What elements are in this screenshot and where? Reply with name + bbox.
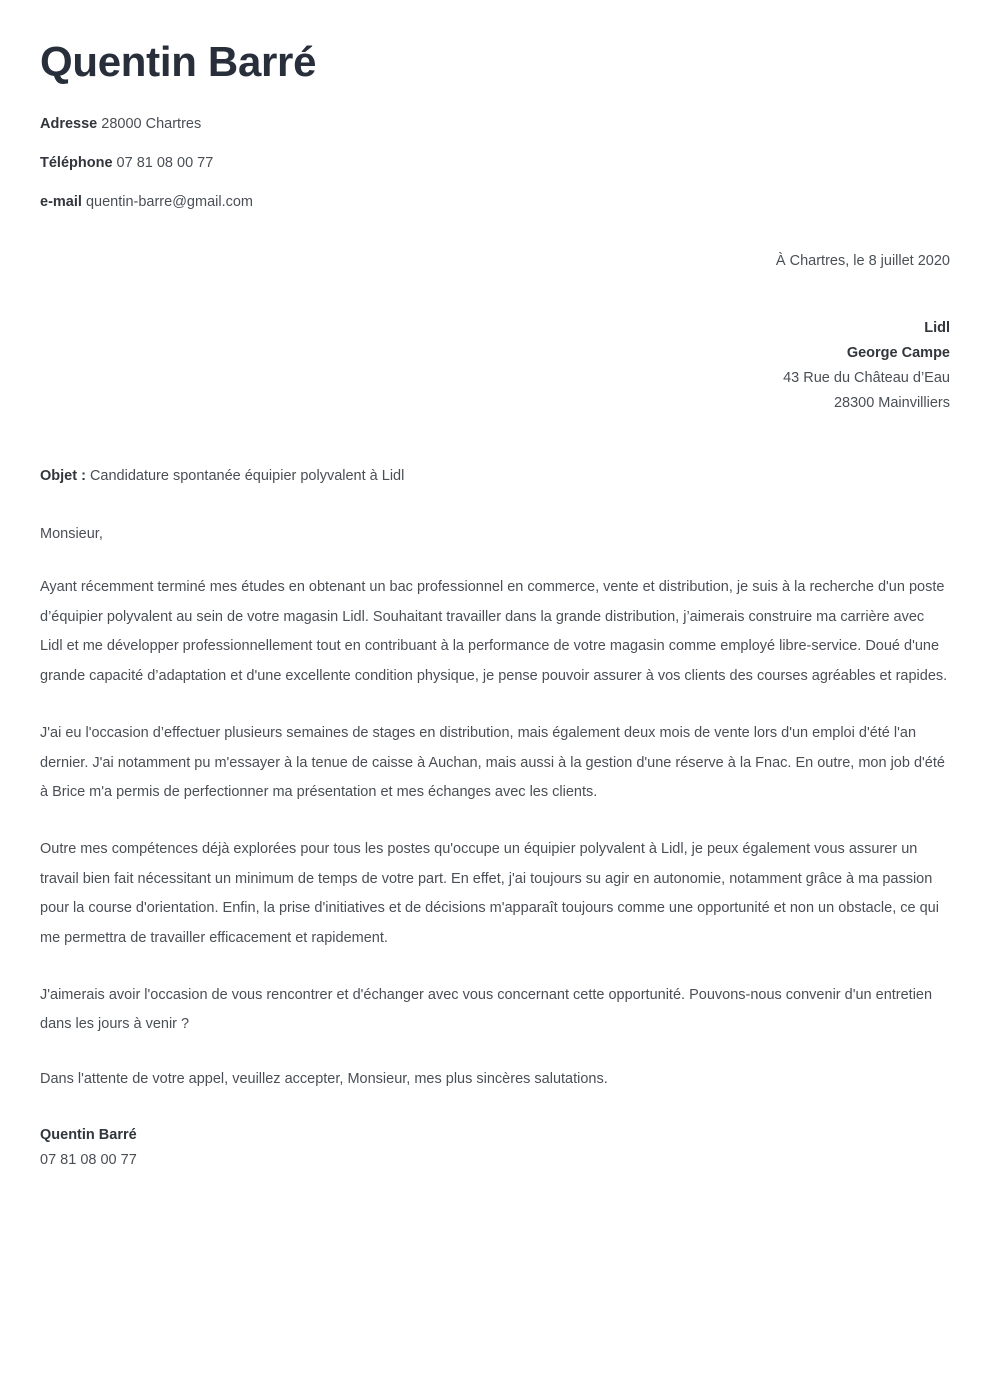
subject-text: Candidature spontanée équipier polyvalent à Lidl xyxy=(89,467,405,484)
contact-label-telephone: Téléphone xyxy=(40,155,113,172)
signature-name: Quentin Barré xyxy=(40,1127,137,1144)
page-title: Quentin Barré xyxy=(40,38,317,85)
recipient-address-block xyxy=(40,316,950,416)
contact-value-adresse: 28000 Chartres xyxy=(101,116,202,133)
body-paragraph: Ayant récemment terminé mes études en obtenant un bac professionnel en commerce, vente et distribution, je suis à la recherche d'un poste d’équipier polyvalent au sein de votre magasin Lidl. Souhaitant travailler dans la grande distribution, j’aimerais construire ma carrière avec Lidl et me développer professionnellement tout en contribuant à la performance de votre magasin comme employé libre-service. Doué d'une grande capacité d’adaptation et d'une excellente condition physique, je pense pouvoir assurer à vos clients des courses agréables et rapides. xyxy=(40,579,948,684)
contact-value-telephone: 07 81 08 00 77 xyxy=(116,155,214,172)
signature-phone: 07 81 08 00 77 xyxy=(40,1152,137,1168)
body-paragraph: Outre mes compétences déjà explorées pour tous les postes qu'occupe un équipier polyvalent à Lidl, je peux également vous assurer un travail bien fait nécessitant un minimum de temps de votre part. En effet, j'ai toujours su agir en autonomie, notamment grâce à ma passion pour la course d'orientation. Enfin, la prise d'initiatives et de décisions m'apparaît toujours comme une opportunité et non un obstacle, ce qui me permettra de travailler efficacement et rapidement. xyxy=(40,841,939,946)
contact-label-email: e-mail xyxy=(40,194,82,211)
body-paragraph: J'aimerais avoir l'occasion de vous rencontrer et d'échanger avec vous concernant cette opportunité. Pouvons-nous convenir d'un entretien dans les jours à venir ? xyxy=(40,987,933,1033)
contact-row-email xyxy=(40,192,950,213)
contact-row-adresse xyxy=(40,114,950,135)
date-line: À Chartres, le 8 juillet 2020 xyxy=(775,253,950,270)
recipient-company: Lidl xyxy=(924,320,950,337)
recipient-city: 28300 Mainvilliers xyxy=(833,394,950,411)
subject-label: Objet : xyxy=(40,467,86,484)
contact-row-telephone xyxy=(40,153,950,174)
closing-line: Dans l'attente de votre appel, veuillez accepter, Monsieur, mes plus sincères salutations. xyxy=(40,1070,608,1087)
salutation: Monsieur, xyxy=(40,525,103,542)
recipient-person: George Campe xyxy=(846,345,950,362)
recipient-street: 43 Rue du Château d’Eau xyxy=(783,370,950,387)
contact-details-list xyxy=(40,114,950,213)
contact-value-email: quentin-barre@gmail.com xyxy=(85,194,253,211)
signature-block xyxy=(40,1123,950,1173)
body-paragraph: J'ai eu l'occasion d’effectuer plusieurs semaines de stages en distribution, mais également deux mois de vente lors d'un emploi d'été l'an dernier. J'ai notamment pu m'essayer à la tenue de caisse à Auchan, mais aussi à la gestion d'une réserve à la Fnac. En outre, mon job d'été à Brice m'a permis de perfectionner ma présentation et mes échanges avec les clients. xyxy=(40,725,945,800)
subject-line xyxy=(40,466,950,488)
contact-label-adresse: Adresse xyxy=(40,116,98,133)
